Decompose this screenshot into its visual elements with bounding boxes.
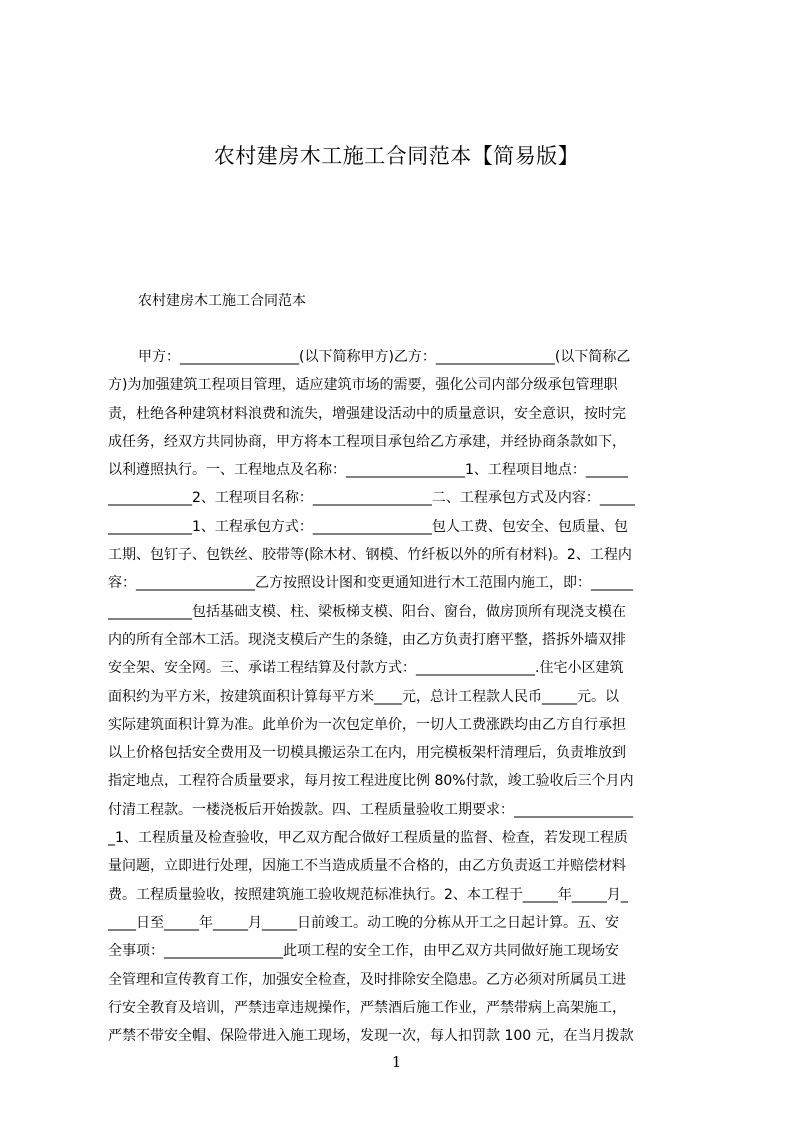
contract-line: 工期、包钉子、包铁丝、胶带等(除木材、钢模、竹纤板以外的所有材料)。2、工程内 — [108, 547, 632, 564]
contract-line: 成任务，经双方共同协商，甲方将本工程项目承包给乙方承建，并经协商条款如下， — [108, 433, 626, 450]
contract-line: 方)为加强建筑工程项目管理，适应建筑市场的需要，强化公司内部分级承包管理职 — [108, 377, 618, 394]
contract-line: 量问题，立即进行处理，因施工不当造成质量不合格的，由乙方负责返工并赔偿材料 — [108, 858, 626, 875]
document-subtitle: 农村建房木工施工合同范本 — [138, 293, 306, 309]
contract-line: 实际建筑面积计算为准。此单价为一次包定单价，一切人工费涨跌均由乙方自行承担 — [108, 716, 626, 733]
contract-line: 费。工程质量验收，按照建筑施工验收规范标准执行。2、本工程于_____年_____月_ — [108, 886, 628, 903]
contract-line: 严禁不带安全帽、保险带进入施工现场，发现一次，每人扣罚款 100 元，在当月拨款 — [108, 1028, 634, 1045]
contract-line: 责，杜绝各种建筑材料浪费和流失，增强建设活动中的质量意识，安全意识，按时完 — [108, 405, 626, 422]
contract-line: _1、工程质量及检查验收，甲乙双方配合做好工程质量的监督、检查，若发现工程质 — [108, 830, 628, 847]
contract-line: 甲方：_________________(以下简称甲方)乙方：_________________(以下简称乙 — [138, 349, 631, 365]
contract-line: 付清工程款。一楼浇板后开始拨款。四、工程质量验收工期要求：_________________ — [108, 801, 633, 818]
contract-line: 安全架、安全网。三、承诺工程结算及付款方式：_________________.住宅小区建筑 — [108, 660, 624, 677]
contract-line: ____日至_____年_____月_____日前竣工。动工晚的分栋从开工之日起计算。五、安 — [108, 914, 619, 931]
document-title: 农村建房木工施工合同范本【简易版】 — [213, 144, 580, 168]
contract-line: 容：_________________乙方按照设计图和变更通知进行木工范围内施工，即：______ — [108, 575, 633, 592]
contract-line: ____________包括基础支模、柱、梁板梯支模、阳台、窗台，做房顶所有现浇支模在 — [108, 603, 626, 620]
contract-line: 行安全教育及培训，严禁违章违规操作，严禁酒后施工作业，严禁带病上高架施工， — [108, 999, 626, 1016]
contract-line: 以上价格包括安全费用及一切模具搬运杂工在内，用完模板架杆清理后，负责堆放到 — [108, 745, 626, 762]
contract-line: ____________2、工程项目名称：_________________二、工程承包方式及内容：_____ — [108, 490, 635, 507]
contract-line: ____________1、工程承包方式：_________________包人工费、包安全、包质量、包 — [108, 518, 628, 535]
contract-body — [108, 343, 698, 1050]
contract-line: 指定地点，工程符合质量要求，每月按工程进度比例 80%付款，竣工验收后三个月内 — [108, 773, 634, 790]
contract-line: 面积约为平方米，按建筑面积计算每平方米____元，总计工程款人民币_____元。以 — [108, 688, 619, 705]
contract-line: 全事项：_________________此项工程的安全工作，由甲乙双方共同做好施工现场安 — [108, 943, 619, 960]
contract-line: 内的所有全部木工活。现浇支模后产生的条缝，由乙方负责打磨平整，搭拆外墙双排 — [108, 631, 626, 648]
contract-line: 全管理和宣传教育工作，加强安全检查，及时排除安全隐患。乙方必须对所属员工进 — [108, 971, 626, 988]
page-number: 1 — [391, 1053, 402, 1071]
contract-line: 以利遵照执行。一、工程地点及名称：_________________1、工程项目地点：______ — [108, 462, 628, 479]
